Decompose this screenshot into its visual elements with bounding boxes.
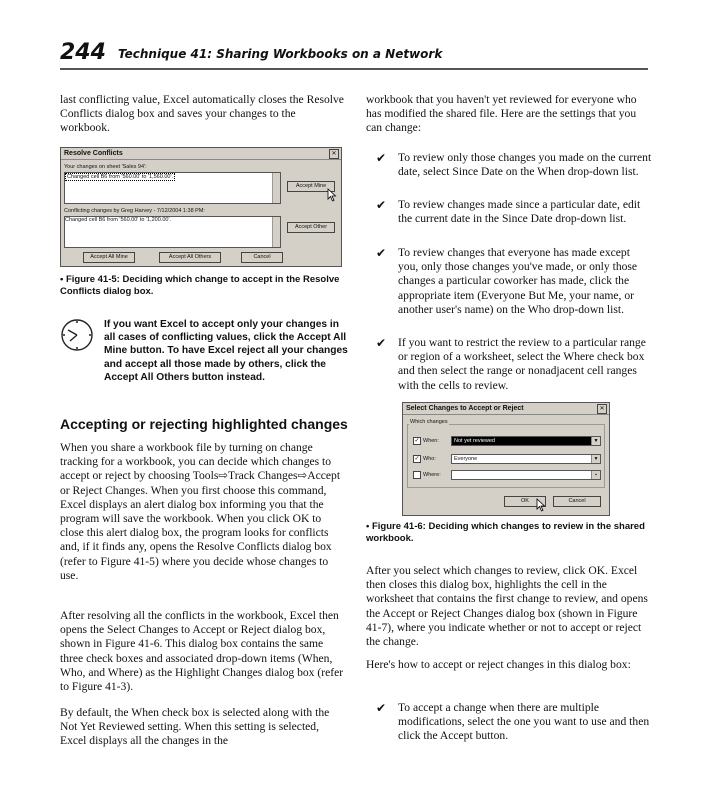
dialog-title: Resolve Conflicts	[61, 148, 341, 160]
scrollbar[interactable]	[272, 173, 280, 203]
who-dropdown[interactable]	[451, 454, 601, 464]
conflicting-changes-box[interactable]	[64, 216, 281, 248]
bullet-text: To review only those changes you made on the current date, select Since Date on the When drop-down list.	[398, 151, 652, 179]
where-input[interactable]	[451, 470, 601, 480]
check-bullet-icon: ✔	[376, 198, 387, 212]
where-label: Where:	[423, 472, 441, 478]
accept-all-others-button[interactable]: Accept All Others	[159, 252, 221, 263]
your-changes-label: Your changes on sheet 'Sales 94':	[64, 164, 147, 170]
scrollbar[interactable]	[272, 217, 280, 247]
left-paragraph-4: By default, the When check box is selected along with the Not Yet Reviewed setting. When this setting is selected, Excel displays all the changes in the	[60, 706, 330, 748]
when-checkbox[interactable]: ✓	[414, 438, 420, 444]
running-title: Technique 41: Sharing Workbooks on a Network	[118, 47, 443, 61]
accept-other-button[interactable]: Accept Other	[287, 222, 335, 233]
accept-all-mine-button[interactable]: Accept All Mine	[83, 252, 135, 263]
bullet-text: To review changes that everyone has made except you, only those changes you've made, or only those changes a particular coworker has made, click the appropriate item (Everyone But Me, your name, or another user's name) on the Who drop-down list.	[398, 246, 638, 316]
bullet-text: To review changes made since a particular date, edit the current date in the Since Date drop-down list.	[398, 198, 641, 226]
range-select-icon: ▪	[591, 471, 600, 479]
right-paragraph-2: After you select which changes to review, click OK. Excel then closes this dialog box, highlights the cell in the worksheet that contains the first change to review, and opens the Accept or Reject Changes dialog box (shown in Figure 41-7), where you indicate whether or not to accept or reject the change.	[366, 564, 648, 649]
when-dropdown[interactable]	[451, 436, 601, 446]
figure-41-5-caption	[60, 274, 345, 298]
who-value: Everyone	[454, 456, 478, 462]
cancel-button[interactable]: Cancel	[241, 252, 283, 263]
caption-text: Deciding which change to accept in the Resolve Conflicts dialog box.	[60, 274, 340, 297]
tip-text: If you want Excel to accept only your changes in all cases of conflicting values, click the Accept All Mine button. To have Excel reject all your changes and accept all those made by others, click the Accept All Others button instead.	[104, 319, 348, 383]
right-paragraph-3: Here's how to accept or reject changes in this dialog box:	[366, 658, 631, 671]
your-changes-text: Changed cell B6 from '560.00' to '1,560.00'.	[67, 174, 174, 180]
figure-41-6-caption	[366, 521, 646, 545]
select-changes-dialog	[402, 402, 610, 516]
conflicting-changes-text: Changed cell B6 from '560.00' to '1,200.00'.	[65, 217, 172, 223]
page-number: 244	[60, 40, 106, 65]
bullet-text: If you want to restrict the review to a particular range or region of a worksheet, select the Where check box and then select the range or nonadjacent cell ranges with the cells to review.	[398, 336, 646, 392]
left-paragraph-1: last conflicting value, Excel automatically closes the Resolve Conflicts dialog box and saves your changes to the workbook.	[60, 93, 344, 135]
group-label: Which changes	[410, 419, 448, 425]
ok-button[interactable]: OK	[504, 496, 546, 507]
page-header	[60, 40, 648, 70]
figure-label: • Figure 41-5:	[60, 274, 120, 285]
mouse-pointer-icon	[327, 188, 337, 202]
check-bullet-icon: ✔	[376, 336, 387, 350]
resolve-conflicts-dialog	[60, 147, 342, 267]
check-bullet-icon: ✔	[376, 701, 387, 715]
close-icon[interactable]: ✕	[329, 149, 339, 159]
when-label: When:	[423, 438, 439, 444]
cancel-button[interactable]: Cancel	[553, 496, 601, 507]
check-bullet-icon: ✔	[376, 246, 387, 260]
mouse-pointer-icon	[536, 498, 546, 512]
close-icon[interactable]: ✕	[597, 404, 607, 414]
figure-label: • Figure 41-6:	[366, 521, 426, 532]
who-label: Who:	[423, 456, 436, 462]
dialog-title: Select Changes to Accept or Reject	[403, 403, 609, 415]
left-paragraph-2: When you share a workbook file by turning on change tracking for a workbook, you can decide which changes to accept or reject by choosing Tools⇨Track Changes⇨Accept or Reject Changes. When you first choose this command, Excel displays an alert dialog box informing you that the program will save the workbook. When you click OK to close this alert dialog box, the program looks for conflicts and, if it finds any, opens the Resolve Conflicts dialog box (refer to Figure 41-5) where you decide whose changes to use.	[60, 441, 341, 582]
check-bullet-icon: ✔	[376, 151, 387, 165]
right-paragraph-1: workbook that you haven't yet reviewed for everyone who has modified the shared file. Here are the settings that you can change:	[366, 93, 637, 135]
bullet-text: To accept a change when there are multiple modifications, select the one you want to use and then click the Accept button.	[398, 701, 650, 743]
when-value: Not yet reviewed	[454, 438, 495, 444]
tip-clock-icon	[60, 318, 94, 352]
caption-text: Deciding which changes to review in the shared workbook.	[366, 521, 645, 544]
accept-mine-button[interactable]: Accept Mine	[287, 181, 335, 192]
who-checkbox[interactable]: ✓	[414, 456, 420, 462]
chevron-down-icon: ▼	[591, 455, 600, 463]
your-changes-box[interactable]	[64, 172, 281, 204]
conflicting-changes-label: Conflicting changes by Greg Harvey - 7/12/2004 1:38 PM:	[64, 208, 205, 214]
where-checkbox[interactable]	[413, 471, 421, 479]
left-paragraph-3: After resolving all the conflicts in the workbook, Excel then opens the Select Changes to Accept or Reject dialog box, shown in Figure 41-6. This dialog box contains the same three check boxes and associated drop-down items (When, Who, and Where) as the Highlight Changes dialog box (refer to Figure 41-3).	[60, 609, 344, 694]
section-heading: Accepting or rejecting highlighted changes	[60, 416, 348, 432]
chevron-down-icon: ▼	[591, 437, 600, 445]
